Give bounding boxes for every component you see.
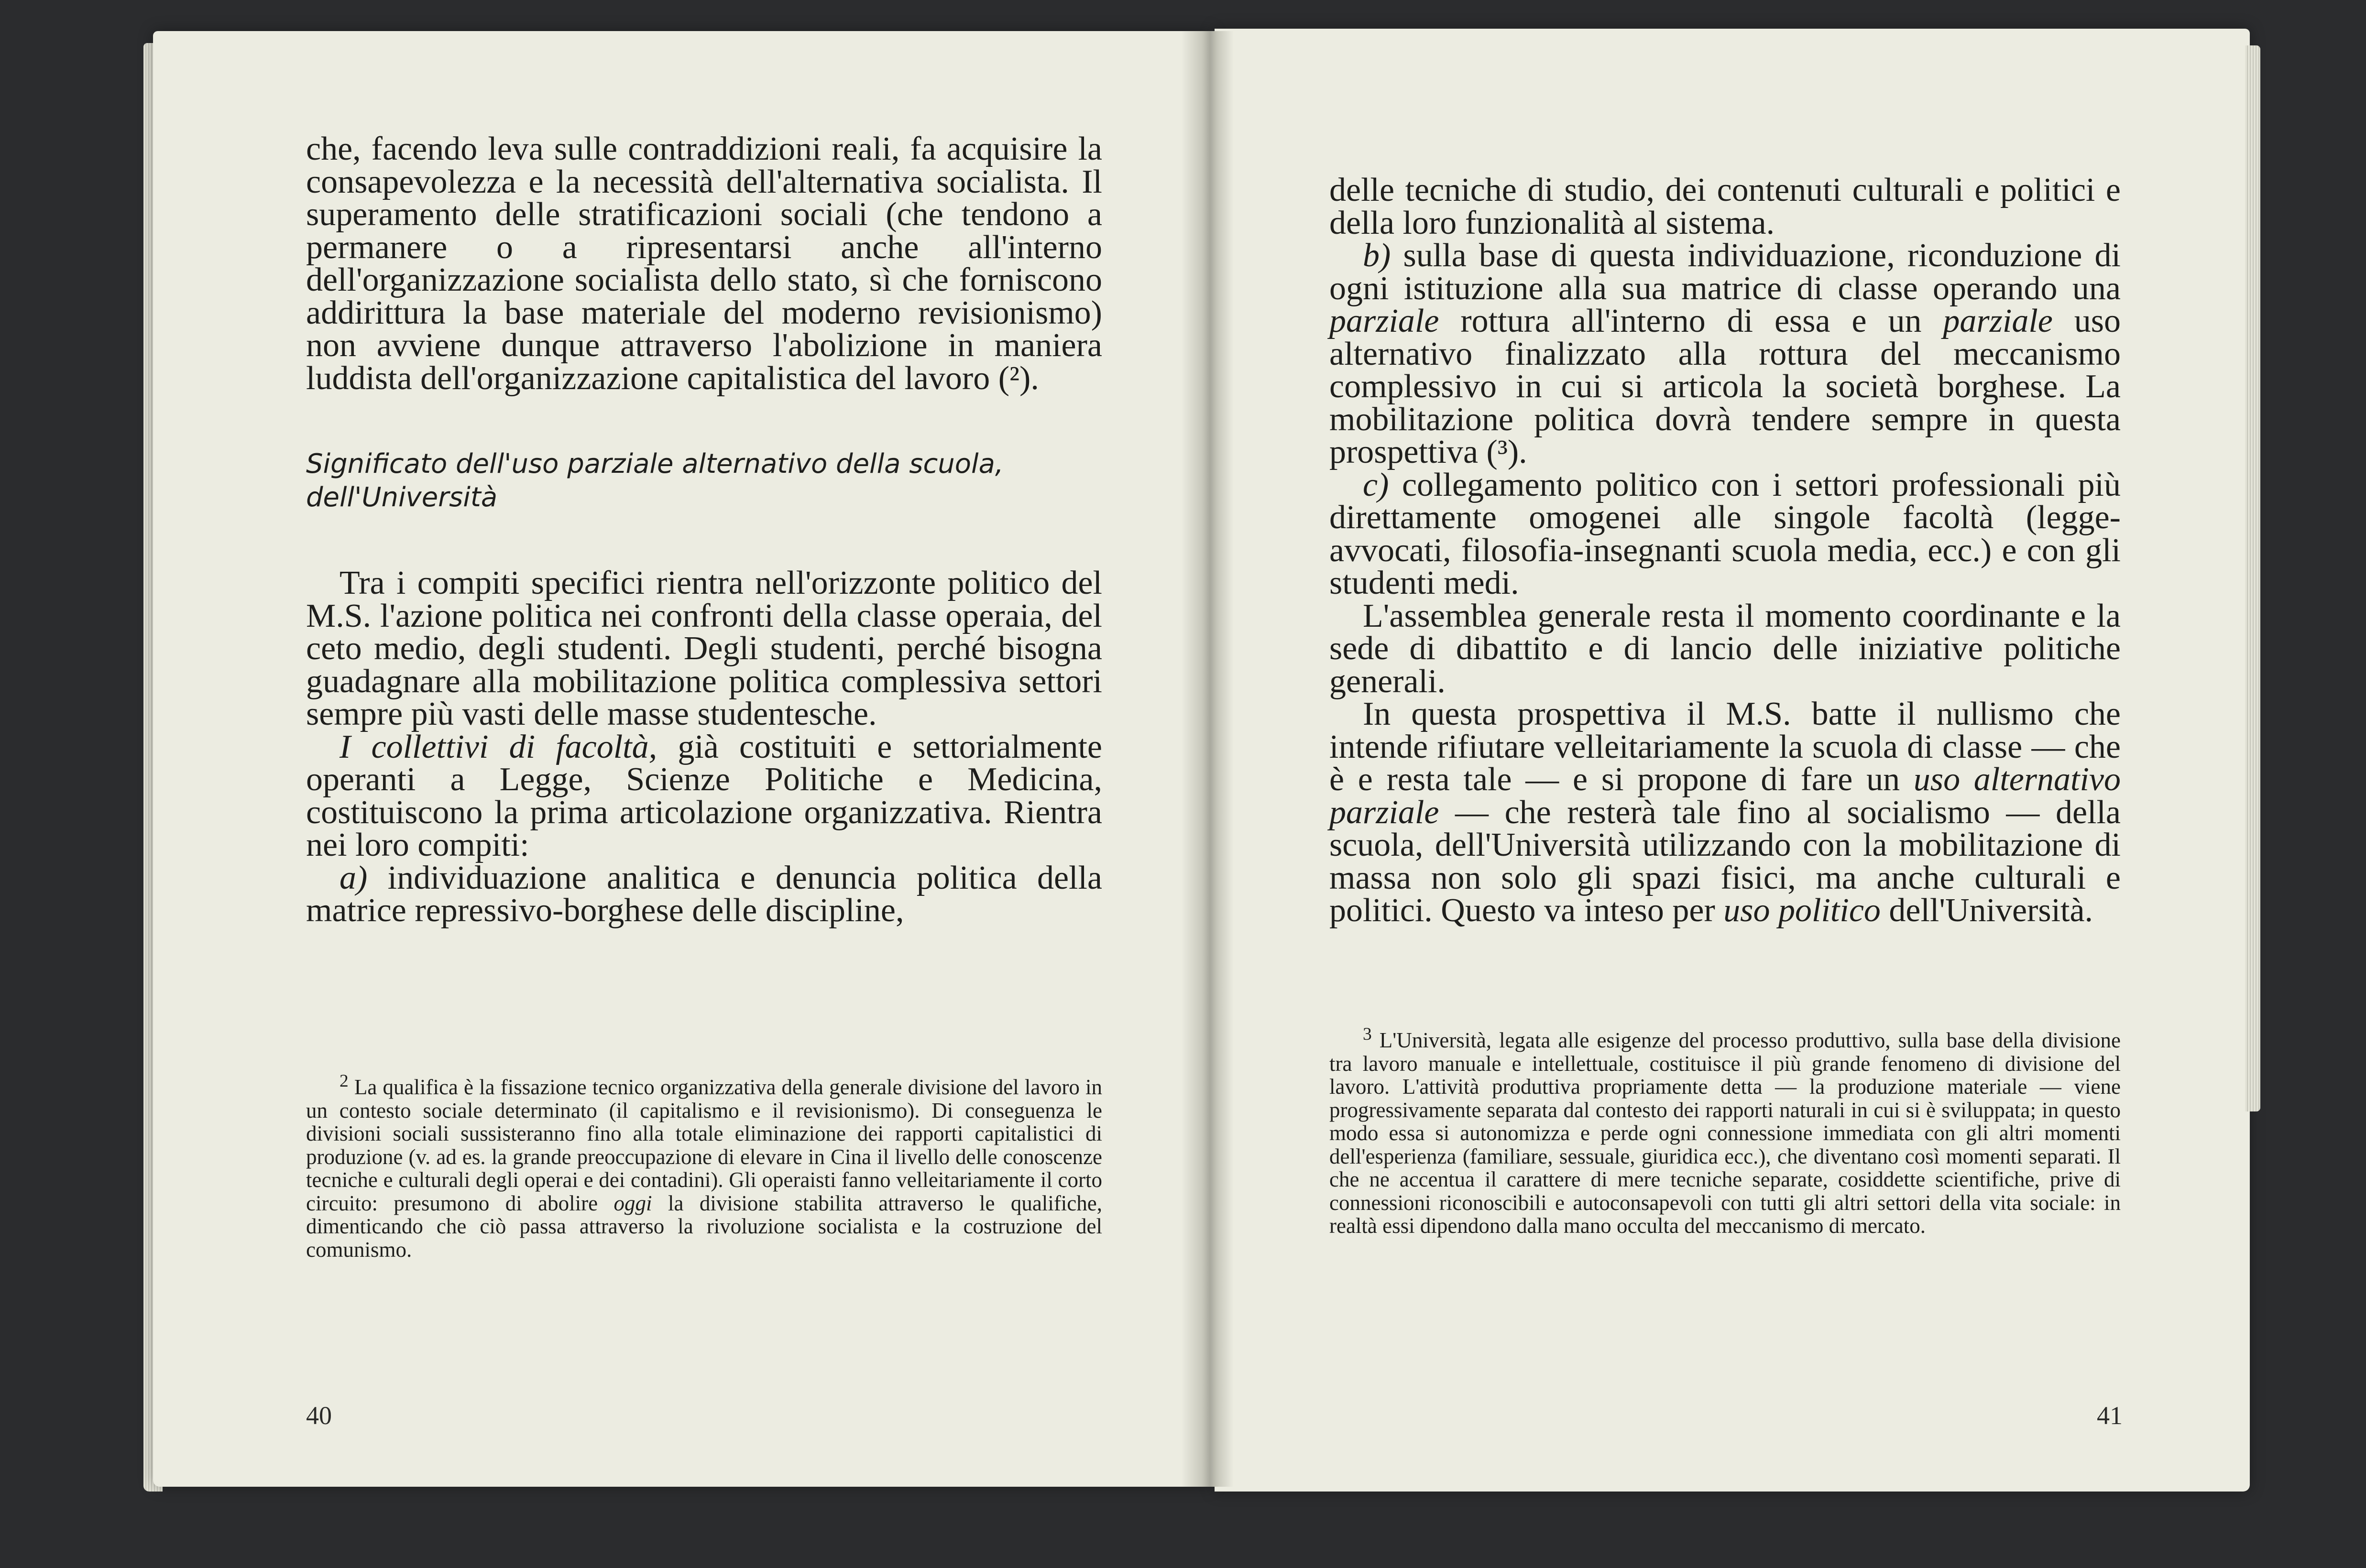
item-b-label: b) [1363, 237, 1391, 274]
right-footnote [1329, 1023, 2121, 1238]
item-c-label: c) [1363, 466, 1389, 503]
page-number-right: 41 [2097, 1401, 2123, 1430]
footnote-2-body: La qualifica è la fissazione tecnico organizzativa della generale divisione del lavoro in un contesto sociale determinato (il capitalismo e il revisionismo). Di conseguenza le divisioni sociali sussisteranno fino alla totale eliminazione dei rapporti capitalistici di produzione (v. ad es. la grande preoccupazione di elevare in Cina il livello delle conoscenze tecniche e culturali degli operai e dei contadini). Gli operaisti fanno velleitariamente il corto circuito: presumono di abolire [306, 1075, 1102, 1215]
last-text-1: In questa prospettiva il M.S. batte il nullismo che intende rifiutare velleitariamente la scuola di classe — che è e resta tale — e si propone di fare un [1329, 696, 2121, 798]
right-page-body [1329, 174, 2121, 927]
item-b-text-1: sulla base di questa individuazione, riconduzione di ogni istituzione alla sua matrice di classe operando una [1329, 237, 2121, 307]
left-page-body [306, 133, 1102, 927]
last-italic-1: uso alternativo parziale [1329, 761, 2121, 831]
collettivi-italic: I collettivi di facoltà, [340, 728, 657, 765]
footnote-2-text [306, 1070, 1102, 1261]
footnote-3-marker: 3 [1363, 1024, 1372, 1044]
last-italic-2: uso politico [1723, 892, 1881, 929]
item-a-label: a) [340, 859, 368, 896]
book-gutter [1181, 31, 1234, 1487]
item-b-text-2: rottura all'interno di essa e un [1439, 303, 1943, 339]
footnote-2-end: la divisione stabilita attraverso le qualifiche, dimenticando che ciò passa attraverso la rivoluzione socialista e la costruzione del comunismo. [306, 1191, 1102, 1262]
section-heading: Significato dell'uso parziale alternativo della scuola, dell'Università [306, 448, 1004, 513]
left-paragraph-3 [306, 728, 1102, 863]
right-paragraph-assembly: L'assemblea generale resta il momento coordinante e la sede di dibattito e di lancio delle iniziative politiche generali. [1329, 597, 2121, 700]
right-paragraph-last [1329, 698, 2121, 927]
left-footnote [306, 1070, 1102, 1261]
footnote-3-body: L'Università, legata alle esigenze del processo produttivo, sulla base della divisione tra lavoro manuale e intellettuale, costituisce il più grande fenomeno di divisione del lavoro. L'attività produttiva propriamente detta — la produzione materiale — viene progressivamente separata dal contesto dei rapporti naturali in cui si è sviluppata; in questo modo essa si autonomizza e perde ogni connessione immediata con gli altri momenti dell'esperienza (familiare, sessuale, giuridica ecc.), che diventano così momenti separati. Il che ne accentua il carattere di mere tecniche separate, cosiddette scientifiche, prive di connessioni riconoscibili e autoconsapevoli con tutti gli altri settori della vita sociale: in realtà essi dipendono dalla mano occulta del meccanismo di mercato. [1329, 1028, 2121, 1238]
item-b-text-3: uso alternativo finalizzato alla rottura del meccanismo complessivo in cui si articola la società borghese. La mobilitazione politica dovrà tendere sempre in questa prospettiva (³). [1329, 303, 2121, 470]
footnote-3-text [1329, 1023, 2121, 1238]
footnote-2-italic: oggi [613, 1191, 652, 1215]
item-a-text: individuazione analitica e denuncia politica della matrice repressivo-borghese delle discipline, [306, 859, 1102, 929]
footnote-2-marker: 2 [340, 1071, 349, 1091]
left-paragraph-3-rest: già costituiti e settorialmente operanti a Legge, Scienze Politiche e Medicina, costituiscono la prima articolazione organizzativa. Rientra nei loro compiti: [306, 728, 1102, 863]
page-number-left: 40 [306, 1401, 332, 1430]
right-page-edges [2245, 45, 2260, 1111]
right-paragraph-b [1329, 237, 2121, 470]
item-b-italic-2: parziale [1943, 303, 2053, 339]
right-paragraph-c [1329, 466, 2121, 601]
right-paragraph-1: delle tecniche di studio, dei contenuti culturali e politici e della loro funzionalità al sistema. [1329, 172, 2121, 241]
last-text-3: dell'Università. [1880, 892, 2093, 929]
last-text-2: — che resterà tale fino al socialismo — della scuola, dell'Università utilizzando con la mobilitazione di massa non solo gli spazi fisici, ma anche culturali e politici. Questo va inteso per [1329, 794, 2121, 929]
left-paragraph-a [306, 859, 1102, 929]
left-paragraph-1: che, facendo leva sulle contraddizioni reali, fa acquisire la consapevolezza e la necessità dell'alternativa socialista. Il superamento delle stratificazioni sociali (che tendono a permanere o a ripresentarsi anche all'interno dell'organizzazione socialista dello stato, sì che forniscono addirittura la base materiale del moderno revisionismo) non avviene dunque attraverso l'abolizione in maniera luddista dell'organizzazione capitalistica del lavoro (²). [306, 131, 1102, 397]
item-b-italic-1: parziale [1329, 303, 1439, 339]
left-paragraph-2: Tra i compiti specifici rientra nell'orizzonte politico del M.S. l'azione politica nei confronti della classe operaia, del ceto medio, degli studenti. Degli studenti, perché bisogna guadagnare alla mobilitazione politica complessiva settori sempre più vasti delle masse studentesche. [306, 565, 1102, 732]
item-c-text: collegamento politico con i settori professionali più direttamente omogenei alle singole facoltà (legge-avvocati, filosofia-insegnanti scuola media, ecc.) e con gli studenti medi. [1329, 466, 2121, 601]
